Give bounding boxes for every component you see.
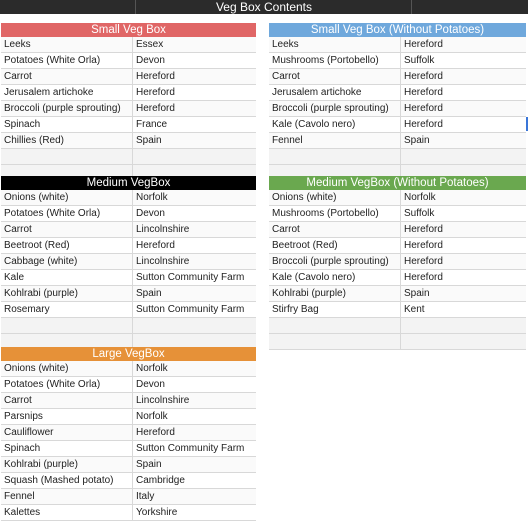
medium-vegbox-header: Medium VegBox	[1, 176, 256, 190]
origin-cell[interactable]: Devon	[136, 55, 165, 66]
medium-vegbox-without-potatoes-rows	[269, 190, 526, 350]
origin-cell[interactable]: Devon	[136, 208, 165, 219]
vegetable-cell[interactable]: Cauliflower	[1, 425, 133, 440]
origin-cell[interactable]: France	[136, 119, 168, 130]
empty-cell[interactable]	[133, 318, 256, 333]
vegetable-cell[interactable]: Stirfry Bag	[269, 302, 401, 317]
table-row	[269, 101, 526, 117]
vegetable-cell[interactable]: Cabbage (white)	[1, 254, 133, 269]
table-row	[1, 117, 256, 133]
column-divider	[411, 0, 412, 14]
table-row	[269, 222, 526, 238]
table-row	[269, 117, 526, 133]
vegetable-cell[interactable]: Jerusalem artichoke	[269, 85, 401, 100]
vegetable-cell[interactable]: Jerusalem artichoke	[1, 85, 133, 100]
empty-cell[interactable]	[401, 334, 526, 349]
table-row	[269, 37, 526, 53]
origin-cell[interactable]: Hereford	[136, 427, 175, 438]
table-row	[1, 37, 256, 53]
table-row	[1, 69, 256, 85]
origin-cell[interactable]: Hereford	[404, 119, 443, 130]
vegetable-cell[interactable]: Spinach	[1, 441, 133, 456]
table-row	[1, 101, 256, 117]
table-row	[269, 85, 526, 101]
table-row	[1, 393, 256, 409]
origin-cell[interactable]: Hereford	[404, 87, 443, 98]
table-row	[1, 286, 256, 302]
table-row	[1, 302, 256, 318]
vegetable-cell[interactable]: Parsnips	[1, 409, 133, 424]
origin-cell[interactable]: Hereford	[404, 272, 443, 283]
empty-row	[1, 149, 256, 165]
vegetable-cell[interactable]: Kale (Cavolo nero)	[269, 117, 401, 132]
table-row	[1, 85, 256, 101]
origin-cell[interactable]: Spain	[404, 135, 430, 146]
vegetable-cell[interactable]: Fennel	[269, 133, 401, 148]
origin-cell[interactable]: Hereford	[404, 224, 443, 235]
vegetable-cell[interactable]: Kale	[1, 270, 133, 285]
vegetable-cell[interactable]: Mushrooms (Portobello)	[269, 53, 401, 68]
origin-cell[interactable]: Norfolk	[404, 192, 436, 203]
medium-vegbox-table	[1, 176, 256, 350]
origin-cell[interactable]: Hereford	[404, 71, 443, 82]
empty-cell[interactable]	[133, 149, 256, 164]
table-row	[269, 206, 526, 222]
table-row	[1, 489, 256, 505]
origin-cell[interactable]: Hereford	[404, 240, 443, 251]
small-veg-box-table	[1, 23, 256, 181]
table-row	[269, 254, 526, 270]
origin-cell[interactable]: Hereford	[404, 103, 443, 114]
vegetable-cell[interactable]: Onions (white)	[1, 190, 133, 205]
table-row	[269, 302, 526, 318]
empty-cell[interactable]	[401, 149, 526, 164]
small-veg-box-without-potatoes-rows	[269, 37, 526, 181]
origin-cell[interactable]: Suffolk	[404, 208, 435, 219]
empty-cell[interactable]	[269, 149, 401, 164]
table-row	[1, 270, 256, 286]
vegetable-cell[interactable]: Kohlrabi (purple)	[269, 286, 401, 301]
origin-cell[interactable]: Lincolnshire	[136, 395, 190, 406]
table-row	[269, 69, 526, 85]
empty-row	[269, 318, 526, 334]
origin-cell[interactable]: Italy	[136, 491, 155, 502]
vegetable-cell[interactable]: Fennel	[1, 489, 133, 504]
origin-cell[interactable]: Sutton Community Farm	[136, 443, 245, 454]
table-row	[269, 53, 526, 69]
table-row	[1, 361, 256, 377]
table-row	[1, 133, 256, 149]
vegetable-cell[interactable]: Kale (Cavolo nero)	[269, 270, 401, 285]
medium-vegbox-without-potatoes-header: Medium VegBox (Without Potatoes)	[269, 176, 526, 190]
vegetable-cell[interactable]: Kohlrabi (purple)	[1, 286, 133, 301]
medium-vegbox-rows	[1, 190, 256, 350]
table-row	[269, 133, 526, 149]
large-vegbox-rows	[1, 361, 256, 521]
table-row	[269, 190, 526, 206]
vegetable-cell[interactable]: Chillies (Red)	[1, 133, 133, 148]
table-row	[1, 206, 256, 222]
empty-cell[interactable]	[269, 334, 401, 349]
table-row	[269, 238, 526, 254]
small-veg-box-without-potatoes-header: Small Veg Box (Without Potatoes)	[269, 23, 526, 37]
small-veg-box-header: Small Veg Box	[1, 23, 256, 37]
vegetable-cell[interactable]: Potatoes (White Orla)	[1, 377, 133, 392]
origin-cell[interactable]: Spain	[404, 288, 430, 299]
medium-vegbox-without-potatoes-table	[269, 176, 526, 350]
vegetable-cell[interactable]: Broccoli (purple sprouting)	[269, 254, 401, 269]
origin-cell[interactable]: Sutton Community Farm	[136, 304, 245, 315]
sheet-title: Veg Box Contents	[215, 0, 313, 14]
table-row	[1, 238, 256, 254]
vegetable-cell[interactable]: Onions (white)	[1, 361, 133, 376]
origin-cell[interactable]: Kent	[404, 304, 425, 315]
large-vegbox-header: Large VegBox	[1, 347, 256, 361]
vegetable-cell[interactable]: Beetroot (Red)	[1, 238, 133, 253]
origin-cell[interactable]: Spain	[136, 135, 162, 146]
empty-cell[interactable]	[401, 318, 526, 333]
table-row	[1, 441, 256, 457]
small-veg-box-without-potatoes-table	[269, 23, 526, 181]
table-row	[1, 377, 256, 393]
origin-cell[interactable]: Hereford	[404, 256, 443, 267]
empty-cell[interactable]	[269, 318, 401, 333]
vegetable-cell[interactable]: Carrot	[269, 222, 401, 237]
vegetable-cell[interactable]: Carrot	[1, 222, 133, 237]
table-row	[1, 425, 256, 441]
vegetable-cell[interactable]: Squash (Mashed potato)	[1, 473, 133, 488]
origin-cell[interactable]: Hereford	[136, 87, 175, 98]
table-row	[269, 286, 526, 302]
vegetable-cell[interactable]: Spinach	[1, 117, 133, 132]
origin-cell[interactable]: Essex	[136, 39, 164, 50]
empty-row	[1, 318, 256, 334]
origin-cell[interactable]: Hereford	[136, 103, 175, 114]
origin-cell[interactable]: Spain	[136, 459, 162, 470]
origin-cell[interactable]: Norfolk	[136, 192, 168, 203]
table-row	[1, 505, 256, 521]
vegetable-cell[interactable]: Broccoli (purple sprouting)	[1, 101, 133, 116]
table-row	[1, 222, 256, 238]
origin-cell[interactable]: Sutton Community Farm	[136, 272, 245, 283]
origin-cell[interactable]: Lincolnshire	[136, 256, 190, 267]
vegetable-cell[interactable]: Leeks	[1, 37, 133, 52]
table-row	[1, 254, 256, 270]
vegetable-cell[interactable]: Potatoes (White Orla)	[1, 53, 133, 68]
vegetable-cell[interactable]: Mushrooms (Portobello)	[269, 206, 401, 221]
empty-row	[269, 334, 526, 350]
empty-cell[interactable]	[1, 318, 133, 333]
sheet-title-bar	[0, 0, 528, 14]
origin-cell[interactable]: Norfolk	[136, 411, 168, 422]
large-vegbox-table	[1, 347, 256, 521]
origin-cell[interactable]: Hereford	[404, 39, 443, 50]
table-row	[1, 409, 256, 425]
origin-cell[interactable]: Hereford	[136, 71, 175, 82]
origin-cell[interactable]: Cambridge	[136, 475, 185, 486]
vegetable-cell[interactable]: Potatoes (White Orla)	[1, 206, 133, 221]
small-veg-box-rows	[1, 37, 256, 181]
table-row	[1, 473, 256, 489]
vegetable-cell[interactable]: Onions (white)	[269, 190, 401, 205]
empty-row	[269, 149, 526, 165]
vegetable-cell[interactable]: Rosemary	[1, 302, 133, 317]
origin-cell[interactable]: Spain	[136, 288, 162, 299]
table-row	[1, 53, 256, 69]
origin-cell[interactable]: Lincolnshire	[136, 224, 190, 235]
origin-cell[interactable]: Devon	[136, 379, 165, 390]
column-divider	[135, 0, 136, 14]
vegetable-cell[interactable]: Carrot	[269, 69, 401, 84]
table-row	[1, 457, 256, 473]
vegetable-cell[interactable]: Beetroot (Red)	[269, 238, 401, 253]
origin-cell[interactable]: Norfolk	[136, 363, 168, 374]
vegetable-cell[interactable]: Leeks	[269, 37, 401, 52]
vegetable-cell[interactable]: Kalettes	[1, 505, 133, 520]
vegetable-cell[interactable]: Carrot	[1, 393, 133, 408]
origin-cell[interactable]: Hereford	[136, 240, 175, 251]
vegetable-cell[interactable]: Carrot	[1, 69, 133, 84]
table-row	[269, 270, 526, 286]
vegetable-cell[interactable]: Broccoli (purple sprouting)	[269, 101, 401, 116]
origin-cell[interactable]: Yorkshire	[136, 507, 178, 518]
origin-cell[interactable]: Suffolk	[404, 55, 435, 66]
table-row	[1, 190, 256, 206]
empty-cell[interactable]	[1, 149, 133, 164]
vegetable-cell[interactable]: Kohlrabi (purple)	[1, 457, 133, 472]
